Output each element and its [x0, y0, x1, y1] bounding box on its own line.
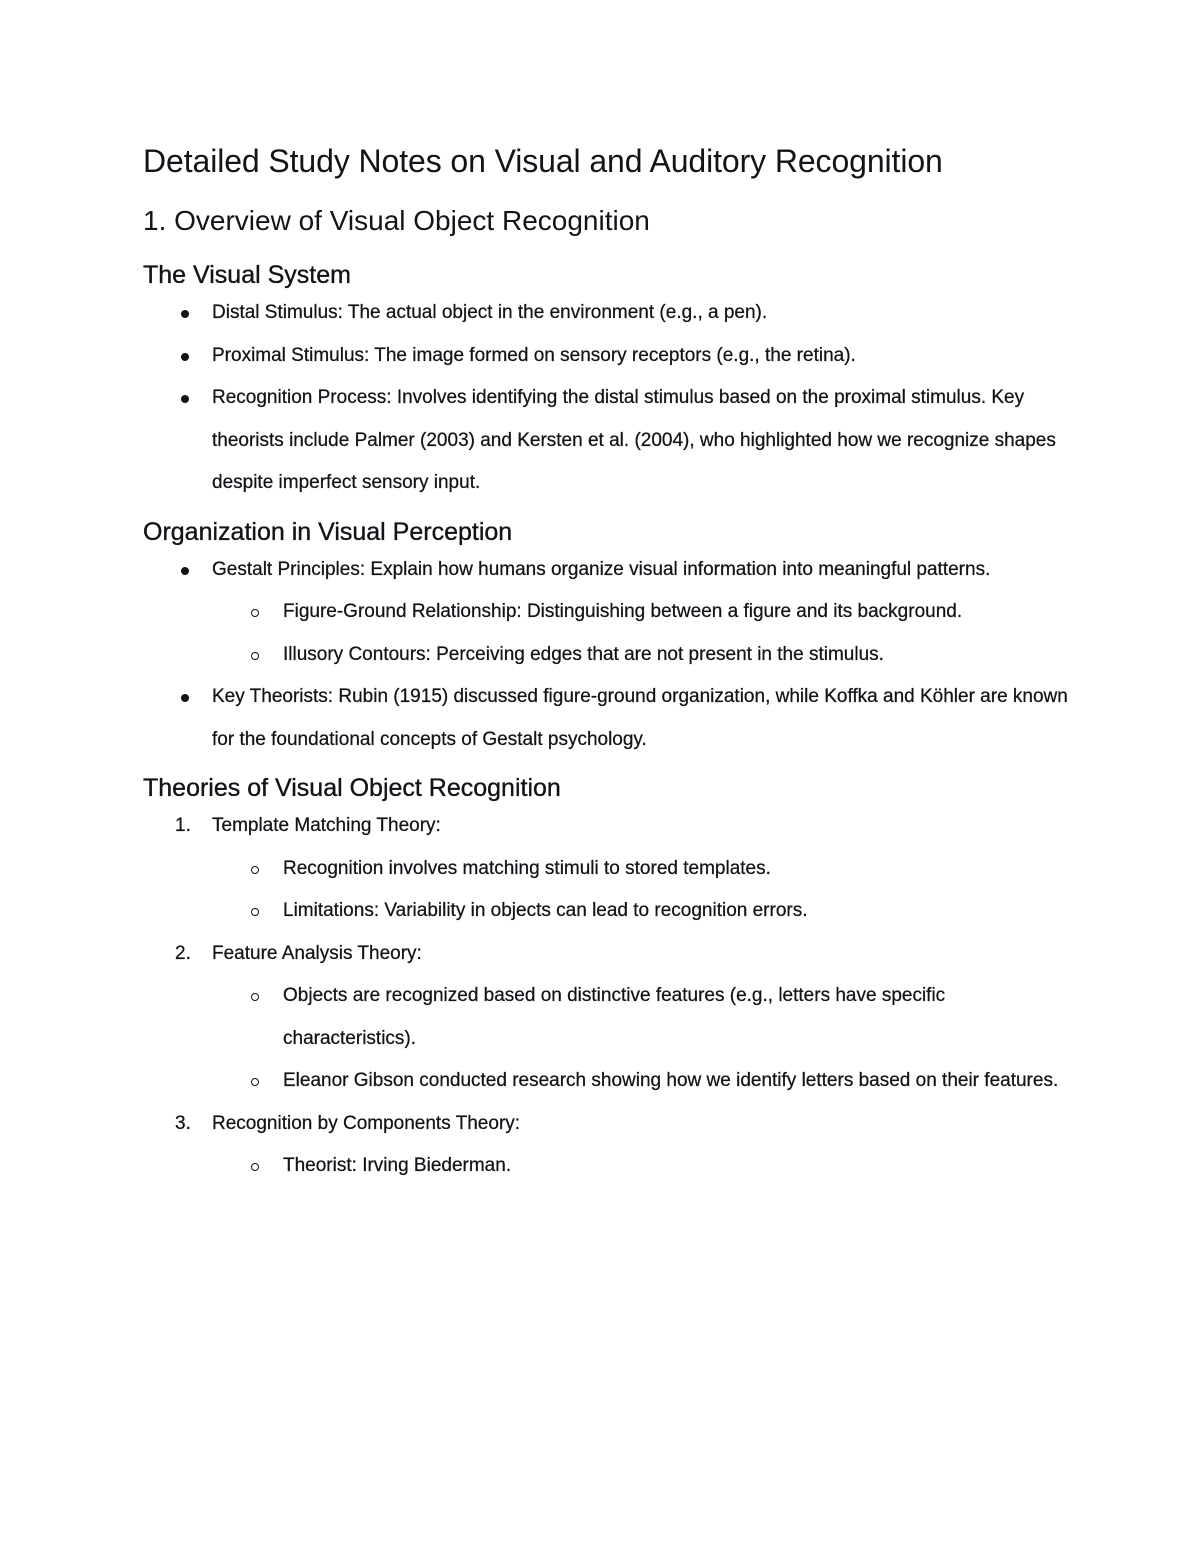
list-item: [143, 335, 1073, 378]
numbered-item-text: Feature Analysis Theory:: [212, 942, 422, 964]
circle-bullet-icon: [251, 1078, 259, 1086]
list-item: [143, 292, 1073, 335]
subheading-theories: Theories of Visual Object Recognition: [143, 774, 561, 802]
sub-list-item: [143, 975, 1073, 1060]
list-item-text: Proximal Stimulus: The image formed on sensory receptors (e.g., the retina).: [212, 344, 856, 366]
bullet-icon: [181, 310, 189, 318]
bullet-icon: [181, 353, 189, 361]
sub-list-item-text: Figure-Ground Relationship: Distinguishing between a figure and its background.: [283, 601, 963, 622]
subheading-organization: Organization in Visual Perception: [143, 517, 513, 546]
sub-list-item-text: Eleanor Gibson conducted research showing how we identify letters based on their features.: [283, 1070, 1059, 1091]
item-number: 2.: [175, 942, 191, 964]
item-number: 3.: [175, 1112, 191, 1134]
sub-list-item: [143, 634, 1073, 677]
document-body: [143, 140, 1073, 1188]
circle-bullet-icon: [251, 908, 259, 916]
sub-list-item: [143, 1060, 1073, 1103]
numbered-item-text: Template Matching Theory:: [212, 815, 441, 836]
circle-bullet-icon: [251, 993, 259, 1001]
circle-bullet-icon: [251, 609, 259, 617]
theories-list: [143, 805, 1073, 1188]
bullet-icon: [181, 395, 189, 403]
numbered-item: [143, 805, 1073, 848]
circle-bullet-icon: [251, 652, 259, 660]
circle-bullet-icon: [251, 866, 259, 874]
sub-list-item: [143, 890, 1073, 933]
item-number: 1.: [175, 815, 191, 836]
bullet-icon: [181, 567, 189, 575]
sub-list-item: [143, 591, 1073, 634]
list-item-text: Distal Stimulus: The actual object in the environment (e.g., a pen).: [212, 302, 768, 323]
list-item-text: Recognition Process: Involves identifying the distal stimulus based on the proximal stimulus. Key theorists include Palmer (2003) and Kersten et al. (2004), who highlighted how we recognize shapes despite imperfect sensory input.: [212, 387, 1056, 493]
visual-system-list: [143, 292, 1073, 505]
sub-list-item-text: Illusory Contours: Perceiving edges that are not present in the stimulus.: [283, 643, 884, 665]
sub-list-item: [143, 1145, 1073, 1188]
list-item-text: Gestalt Principles: Explain how humans organize visual information into meaningful patterns.: [212, 558, 991, 580]
document-title: Detailed Study Notes on Visual and Auditory Recognition: [143, 143, 943, 179]
subheading-visual-system: The Visual System: [143, 261, 351, 289]
list-item: [143, 549, 1073, 592]
sub-list-item: [143, 848, 1073, 891]
numbered-item: [143, 1103, 1073, 1146]
list-item: [143, 377, 1073, 505]
sub-list-item-text: Objects are recognized based on distinctive features (e.g., letters have specific characteristics).: [283, 985, 946, 1049]
list-item-text: Key Theorists: Rubin (1915) discussed figure-ground organization, while Koffka and Köhler are known for the foundational concepts of Gestalt psychology.: [212, 686, 1068, 750]
organization-list: [143, 549, 1073, 762]
section-heading-overview: 1. Overview of Visual Object Recognition: [143, 205, 650, 236]
sub-list-item-text: Theorist: Irving Biederman.: [283, 1155, 512, 1176]
numbered-item-text: Recognition by Components Theory:: [212, 1112, 521, 1134]
bullet-icon: [181, 694, 189, 702]
circle-bullet-icon: [251, 1163, 259, 1171]
sub-list-item-text: Limitations: Variability in objects can lead to recognition errors.: [283, 900, 808, 921]
list-item: [143, 676, 1073, 761]
numbered-item: [143, 933, 1073, 976]
sub-list-item-text: Recognition involves matching stimuli to stored templates.: [283, 857, 771, 879]
